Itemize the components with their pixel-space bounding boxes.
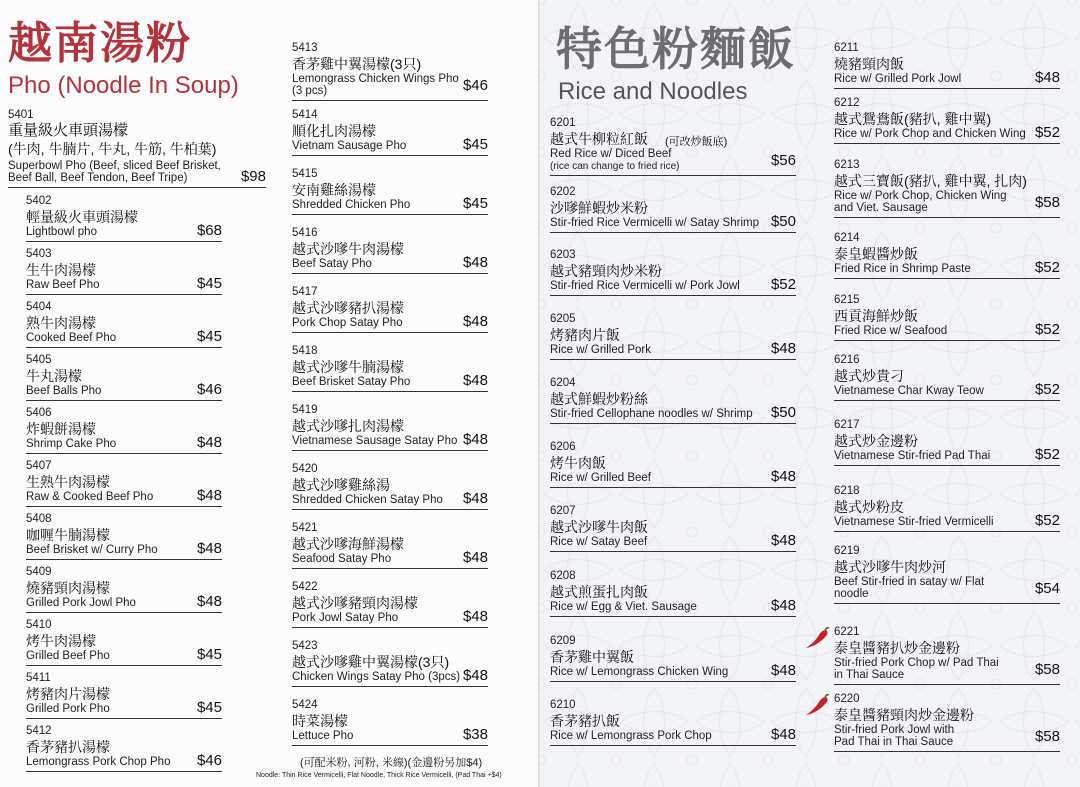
menu-item-6216[interactable]: [834, 353, 1060, 411]
item-name-chinese: 泰皇醬豬頸肉炒金邊粉: [834, 707, 974, 723]
item-price: $48: [770, 468, 796, 485]
item-price: $52: [1034, 321, 1060, 338]
menu-item-6213[interactable]: [834, 158, 1060, 240]
item-name-english: Beef Satay Pho: [292, 258, 372, 270]
item-price: $45: [196, 646, 222, 663]
item-price: $48: [462, 431, 488, 448]
item-divider: [550, 175, 796, 176]
item-code: 6214: [834, 232, 860, 244]
menu-item-5420[interactable]: [292, 462, 488, 518]
item-name-english: Shrimp Cake Pho: [26, 438, 117, 450]
item-name-english: Vietnamese Sausage Satay Pho: [292, 435, 458, 447]
item-name-chinese: 越式炒金邊粉: [834, 433, 918, 449]
menu-item-5403[interactable]: [26, 247, 222, 297]
item-name-chinese: 咖喱牛腩湯檬: [26, 527, 110, 543]
menu-item-6203[interactable]: [550, 248, 796, 306]
item-name-english-line2: (3 pcs): [292, 85, 328, 97]
item-code: 5418: [292, 345, 318, 357]
item-price: $52: [1034, 259, 1060, 276]
item-price: $48: [770, 662, 796, 679]
menu-item-5412[interactable]: [26, 724, 222, 774]
item-name-chinese: 燒豬頸肉飯: [834, 56, 904, 72]
item-name-english: Lemongrass Chicken Wings Pho: [292, 73, 459, 85]
item-divider: [26, 559, 222, 560]
menu-item-6210[interactable]: [550, 698, 796, 756]
item-note-chinese: (可改炒飯底): [665, 136, 728, 148]
noodle-choice-note-english: Noodle: Thin Rice Vermicelli, Flat Noodle, Thick Rice Vermicelli, (Pad Thai +$4): [256, 772, 502, 779]
item-price: $45: [462, 136, 488, 153]
item-divider: [292, 214, 488, 215]
item-name-chinese: 越式沙嗲雞中翼湯檬(3只): [292, 654, 450, 670]
item-name-chinese: 越式沙嗲牛肉湯檬: [292, 241, 404, 257]
item-price: $48: [770, 597, 796, 614]
item-price: $48: [770, 532, 796, 549]
item-name-chinese: 燒豬頸肉湯檬: [26, 580, 110, 596]
menu-item-5406[interactable]: [26, 406, 222, 456]
item-name-chinese: 香茅豬扒飯: [550, 713, 620, 729]
item-code: 6209: [550, 635, 576, 647]
item-name-chinese: 越式煎蛋扎肉飯: [550, 584, 648, 600]
item-divider: [834, 143, 1060, 144]
item-name-english: Vietnamese Char Kway Teow: [834, 385, 984, 397]
item-divider: [834, 751, 1060, 752]
item-divider: [834, 217, 1060, 218]
menu-item-5421[interactable]: [292, 521, 488, 577]
item-name-english: Stir-fried Rice Vermicelli w/ Pork Jowl: [550, 280, 740, 292]
item-price: $68: [196, 222, 222, 239]
item-price: $52: [1034, 381, 1060, 398]
item-name-chinese: 越式牛柳粒紅飯: [550, 131, 648, 147]
item-name-english: Grilled Pork Jowl Pho: [26, 597, 136, 609]
item-divider: [26, 506, 222, 507]
menu-item-5410[interactable]: [26, 618, 222, 668]
item-code: 6215: [834, 294, 860, 306]
item-divider: [834, 88, 1060, 89]
menu-item-6221[interactable]: [834, 625, 1060, 691]
item-name-chinese: 香茅豬扒湯檬: [26, 739, 110, 755]
menu-item-5402[interactable]: [26, 194, 222, 244]
item-name-english: Rice w/ Grilled Pork: [550, 344, 651, 356]
item-divider: [292, 273, 488, 274]
rice-noodles-title-english: Rice and Noodles: [558, 78, 748, 105]
item-name-english: Seafood Satay Pho: [292, 553, 392, 565]
item-divider: [292, 332, 488, 333]
item-price: $58: [1034, 661, 1060, 678]
item-code: 6205: [550, 313, 576, 325]
item-name-chinese: 越式鮮蝦炒粉絲: [550, 391, 648, 407]
item-name-english: Rice w/ Egg & Viet. Sausage: [550, 601, 697, 613]
menu-item-5405[interactable]: [26, 353, 222, 403]
item-ingredients-chinese: (牛肉, 牛腩片, 牛丸, 牛筋, 牛柏葉): [8, 141, 217, 157]
item-name-chinese: 香茅雞中翼湯檬(3只): [292, 56, 422, 72]
item-divider: [26, 347, 222, 348]
item-name-english: Stir-fried Rice Vermicelli w/ Satay Shrimp: [550, 217, 759, 229]
item-name-english: Rice w/ Pork Chop and Chicken Wing: [834, 128, 1026, 140]
item-name-english: Raw Beef Pho: [26, 279, 100, 291]
item-name-english: Chicken Wings Satay Pho (3pcs): [292, 671, 461, 683]
right-menu-page: [540, 0, 1080, 787]
item-code: 5415: [292, 168, 318, 180]
item-code: 6208: [550, 570, 576, 582]
item-code: 5417: [292, 286, 318, 298]
menu-item-5415[interactable]: [292, 167, 488, 223]
menu-item-6204[interactable]: [550, 376, 796, 434]
item-name-chinese: 順化扎肉湯檬: [292, 123, 376, 139]
item-divider: [550, 232, 796, 233]
item-name-english: Vietnamese Stir-fried Vermicelli: [834, 516, 994, 528]
item-name-chinese: 泰皇蝦醬炒飯: [834, 246, 918, 262]
item-name-english: Stir-fried Cellophane noodles w/ Shrimp: [550, 408, 753, 420]
item-price: $98: [240, 168, 266, 185]
pho-title-chinese: 越南湯粉: [8, 18, 192, 69]
item-divider: [26, 294, 222, 295]
item-code: 5410: [26, 619, 52, 631]
item-name-english: Beef Stir-fried in satay w/ Flat: [834, 576, 985, 588]
menu-item-5417[interactable]: [292, 285, 488, 341]
item-price: $52: [1034, 446, 1060, 463]
item-price: $45: [196, 328, 222, 345]
item-code: 5414: [292, 109, 318, 121]
menu-item-5414[interactable]: [292, 108, 488, 164]
item-code: 5402: [26, 195, 52, 207]
menu-item-6208[interactable]: [550, 569, 796, 627]
item-divider: [292, 100, 488, 101]
item-price: $48: [196, 593, 222, 610]
item-name-chinese: 越式三寶飯(豬扒, 雞中翼, 扎肉): [834, 173, 1027, 189]
menu-item-5422[interactable]: [292, 580, 488, 636]
item-code: 5401: [8, 109, 34, 121]
item-price: $48: [462, 608, 488, 625]
item-code: 5403: [26, 248, 52, 260]
item-code: 6216: [834, 354, 860, 366]
item-name-chinese: 烤豬肉片飯: [550, 327, 620, 343]
item-name-chinese: 越式沙嗲豬頸肉湯檬: [292, 595, 418, 611]
item-divider: [550, 295, 796, 296]
item-code: 5408: [26, 513, 52, 525]
item-name-chinese: 牛丸湯檬: [26, 368, 82, 384]
item-divider: [834, 684, 1060, 685]
item-code: 5416: [292, 227, 318, 239]
menu-item-5419[interactable]: [292, 403, 488, 459]
menu-item-5416[interactable]: [292, 226, 488, 282]
menu-item-6212[interactable]: [834, 96, 1060, 154]
noodle-choice-note-chinese: (可配米粉, 河粉, 米線)(金邊粉另加$4): [300, 757, 483, 769]
item-price: $48: [196, 487, 222, 504]
menu-item-6215[interactable]: [834, 293, 1060, 351]
item-name-english: Beef Brisket Satay Pho: [292, 376, 411, 388]
item-divider: [26, 400, 222, 401]
item-divider: [834, 603, 1060, 604]
item-price: $48: [770, 340, 796, 357]
item-divider: [292, 391, 488, 392]
item-name-chinese: 越式沙嗲牛肉炒河: [834, 559, 946, 575]
item-code: 6220: [834, 693, 860, 705]
item-code: 6212: [834, 97, 860, 109]
item-code: 5405: [26, 354, 52, 366]
item-name-english: Fried Rice w/ Seafood: [834, 325, 948, 337]
item-name-english: Red Rice w/ Diced Beef: [550, 148, 672, 160]
item-name-english: Stir-fried Pork Chop w/ Pad Thai: [834, 657, 999, 669]
menu-item-6217[interactable]: [834, 418, 1060, 476]
item-name-english: Rice w/ Lemongrass Chicken Wing: [550, 666, 729, 678]
menu-item-5418[interactable]: [292, 344, 488, 400]
menu-item-6205[interactable]: [550, 312, 796, 370]
item-code: 6211: [834, 42, 859, 54]
item-code: 6219: [834, 545, 860, 557]
item-name-english: Rice w/ Satay Beef: [550, 536, 648, 548]
item-code: 5406: [26, 407, 52, 419]
item-divider: [292, 568, 488, 569]
item-divider: [834, 531, 1060, 532]
menu-item-5413[interactable]: [292, 41, 488, 107]
item-code: 5423: [292, 640, 318, 652]
item-code: 5407: [26, 460, 52, 472]
item-name-english-line2: (rice can change to fried rice): [550, 161, 680, 172]
item-name-chinese: 越式沙嗲牛腩湯檬: [292, 359, 404, 375]
menu-item-6201[interactable]: [550, 116, 796, 182]
item-price: $46: [462, 77, 488, 94]
item-price: $52: [1034, 512, 1060, 529]
item-name-english: Pork Jowl Satay Pho: [292, 612, 399, 624]
item-divider: [292, 509, 488, 510]
item-price: $58: [1034, 728, 1060, 745]
item-name-english: Stir-fried Pork Jowl with: [834, 724, 955, 736]
item-price: $54: [1034, 580, 1060, 597]
item-code: 6213: [834, 159, 860, 171]
item-divider: [550, 551, 796, 552]
item-name-english-line2: noodle: [834, 588, 869, 600]
item-name-english: Grilled Pork Pho: [26, 703, 110, 715]
item-name-english: Rice w/ Grilled Beef: [550, 472, 651, 484]
item-name-chinese: 時菜湯檬: [292, 713, 348, 729]
item-name-english: Beef Brisket w/ Curry Pho: [26, 544, 158, 556]
item-divider: [550, 423, 796, 424]
item-name-english: Rice w/ Grilled Pork Jowl: [834, 73, 962, 85]
item-price: $46: [196, 752, 222, 769]
item-divider: [292, 627, 488, 628]
item-code: 6206: [550, 441, 576, 453]
item-code: 6202: [550, 186, 576, 198]
item-divider: [550, 616, 796, 617]
item-price: $48: [770, 726, 796, 743]
menu-item-6202[interactable]: [550, 185, 796, 243]
item-code: 5424: [292, 699, 318, 711]
item-code: 5409: [26, 566, 52, 578]
item-divider: [834, 278, 1060, 279]
item-price: $58: [1034, 194, 1060, 211]
item-name-chinese: 越式沙嗲扎肉湯檬: [292, 418, 404, 434]
item-name-english: Raw & Cooked Beef Pho: [26, 491, 154, 503]
item-name-chinese: 越式豬頸肉炒米粉: [550, 263, 662, 279]
item-name-english: Rice w/ Pork Chop, Chicken Wing: [834, 190, 1007, 202]
item-divider: [550, 359, 796, 360]
item-name-english: Shredded Chicken Satay Pho: [292, 494, 443, 506]
item-name-english: Superbowl Pho (Beef, sliced Beef Brisket,: [8, 160, 221, 172]
menu-item-6220[interactable]: [834, 692, 1060, 754]
item-price: $56: [770, 152, 796, 169]
left-menu-page: [0, 0, 538, 787]
item-divider: [292, 450, 488, 451]
item-name-chinese: 重量級火車頭湯檬: [8, 122, 129, 139]
menu-item-6209[interactable]: [550, 634, 796, 692]
item-divider: [8, 187, 266, 188]
item-code: 5411: [26, 672, 51, 684]
item-name-chinese: 越式沙嗲豬扒湯檬: [292, 300, 404, 316]
item-price: $52: [1034, 124, 1060, 141]
item-name-chinese: 越式沙嗲雞絲湯: [292, 477, 390, 493]
item-code: 5419: [292, 404, 318, 416]
item-divider: [550, 487, 796, 488]
item-code: 5413: [292, 42, 318, 54]
menu-item-5408[interactable]: [26, 512, 222, 562]
item-name-english: Fried Rice in Shrimp Paste: [834, 263, 971, 275]
item-code: 5412: [26, 725, 52, 737]
menu-item-5404[interactable]: [26, 300, 222, 350]
item-code: 6221: [834, 626, 860, 638]
menu-item-5423[interactable]: [292, 639, 488, 695]
item-name-english: Beef Balls Pho: [26, 385, 102, 397]
item-name-chinese: 烤牛肉飯: [550, 455, 606, 471]
item-name-english: Lightbowl pho: [26, 226, 97, 238]
item-price: $45: [196, 275, 222, 292]
item-divider: [292, 686, 488, 687]
chili-pepper-icon: [804, 694, 830, 716]
item-price: $48: [462, 372, 488, 389]
item-price: $48: [462, 254, 488, 271]
item-name-chinese: 安南雞絲湯檬: [292, 182, 376, 198]
item-price: $48: [462, 667, 488, 684]
item-divider: [834, 400, 1060, 401]
item-divider: [26, 453, 222, 454]
item-price: $45: [196, 699, 222, 716]
item-name-english-line2: and Viet. Sausage: [834, 202, 928, 214]
menu-item-5407[interactable]: [26, 459, 222, 509]
item-divider: [26, 241, 222, 242]
item-name-english: Cooked Beef Pho: [26, 332, 117, 344]
item-name-english: Grilled Beef Pho: [26, 650, 110, 662]
item-name-chinese: 越式沙嗲牛肉飯: [550, 519, 648, 535]
item-price: $48: [196, 540, 222, 557]
item-code: 5420: [292, 463, 318, 475]
item-name-english-line2: Pad Thai in Thai Sauce: [834, 736, 954, 748]
menu-item-6214[interactable]: [834, 231, 1060, 289]
item-name-english: Vietnam Sausage Pho: [292, 140, 407, 152]
item-code: 5422: [292, 581, 318, 593]
item-name-chinese: 沙嗲鮮蝦炒米粉: [550, 200, 648, 216]
item-code: 6207: [550, 505, 576, 517]
item-name-chinese: 烤豬肉片湯檬: [26, 686, 110, 702]
item-name-chinese: 生熟牛肉湯檬: [26, 474, 110, 490]
item-code: 6218: [834, 485, 860, 497]
menu-item-5401[interactable]: [8, 108, 266, 190]
item-divider: [292, 155, 488, 156]
item-code: 5421: [292, 522, 318, 534]
item-code: 6210: [550, 699, 576, 711]
item-name-chinese: 越式炒粉皮: [834, 499, 904, 515]
menu-item-5424[interactable]: [292, 698, 488, 754]
item-name-english: Lemongrass Pork Chop Pho: [26, 756, 171, 768]
menu-item-6219[interactable]: [834, 544, 1060, 622]
item-name-english: Lettuce Pho: [292, 730, 354, 742]
item-name-chinese: 烤牛肉湯檬: [26, 633, 96, 649]
item-divider: [26, 612, 222, 613]
item-name-chinese: 西貢海鮮炒飯: [834, 308, 918, 324]
item-name-chinese: 越式炒貴刁: [834, 368, 904, 384]
pho-title-english: Pho (Noodle In Soup): [8, 72, 239, 99]
item-divider: [834, 340, 1060, 341]
item-name-chinese: 泰皇醬豬扒炒金邊粉: [834, 640, 960, 656]
item-divider: [26, 718, 222, 719]
item-price: $48: [462, 549, 488, 566]
item-name-chinese: 香茅雞中翼飯: [550, 649, 634, 665]
item-name-english: Rice w/ Lemongrass Pork Chop: [550, 730, 712, 742]
menu-item-6211[interactable]: [834, 41, 1060, 99]
item-divider: [26, 665, 222, 666]
item-divider: [292, 745, 488, 746]
item-price: $48: [1034, 69, 1060, 86]
item-price: $50: [770, 404, 796, 421]
menu-item-6218[interactable]: [834, 484, 1060, 542]
menu-item-5411[interactable]: [26, 671, 222, 721]
item-name-english-line2: in Thai Sauce: [834, 669, 905, 681]
chili-pepper-icon: [804, 627, 830, 649]
item-name-chinese: 輕量級火車頭湯檬: [26, 209, 138, 225]
item-price: $45: [462, 195, 488, 212]
item-divider: [550, 745, 796, 746]
item-divider: [834, 465, 1060, 466]
item-name-chinese: 生牛肉湯檬: [26, 262, 96, 278]
rice-noodles-title-chinese: 特色粉麵飯: [556, 22, 796, 76]
item-code: 5404: [26, 301, 52, 313]
menu-item-6206[interactable]: [550, 440, 796, 498]
menu-item-5409[interactable]: [26, 565, 222, 615]
item-name-english: Shredded Chicken Pho: [292, 199, 411, 211]
item-name-english-line2: Beef Ball, Beef Tendon, Beef Tripe): [8, 172, 188, 184]
item-name-chinese: 越式鴛鴦飯(豬扒, 雞中翼): [834, 111, 992, 127]
item-price: $50: [770, 213, 796, 230]
item-code: 6201: [550, 117, 576, 129]
item-price: $48: [462, 490, 488, 507]
item-name-english: Vietnamese Stir-fried Pad Thai: [834, 450, 991, 462]
item-price: $48: [196, 434, 222, 451]
item-price: $52: [770, 276, 796, 293]
item-name-chinese: 炸蝦餅湯檬: [26, 421, 96, 437]
item-name-chinese: 熟牛肉湯檬: [26, 315, 96, 331]
menu-item-6207[interactable]: [550, 504, 796, 562]
item-divider: [26, 771, 222, 772]
item-name-english: Pork Chop Satay Pho: [292, 317, 403, 329]
item-code: 6203: [550, 249, 576, 261]
item-price: $38: [462, 726, 488, 743]
item-code: 6217: [834, 419, 860, 431]
item-code: 6204: [550, 377, 576, 389]
item-price: $46: [196, 381, 222, 398]
item-name-chinese: 越式沙嗲海鮮湯檬: [292, 536, 404, 552]
item-divider: [550, 681, 796, 682]
item-price: $48: [462, 313, 488, 330]
